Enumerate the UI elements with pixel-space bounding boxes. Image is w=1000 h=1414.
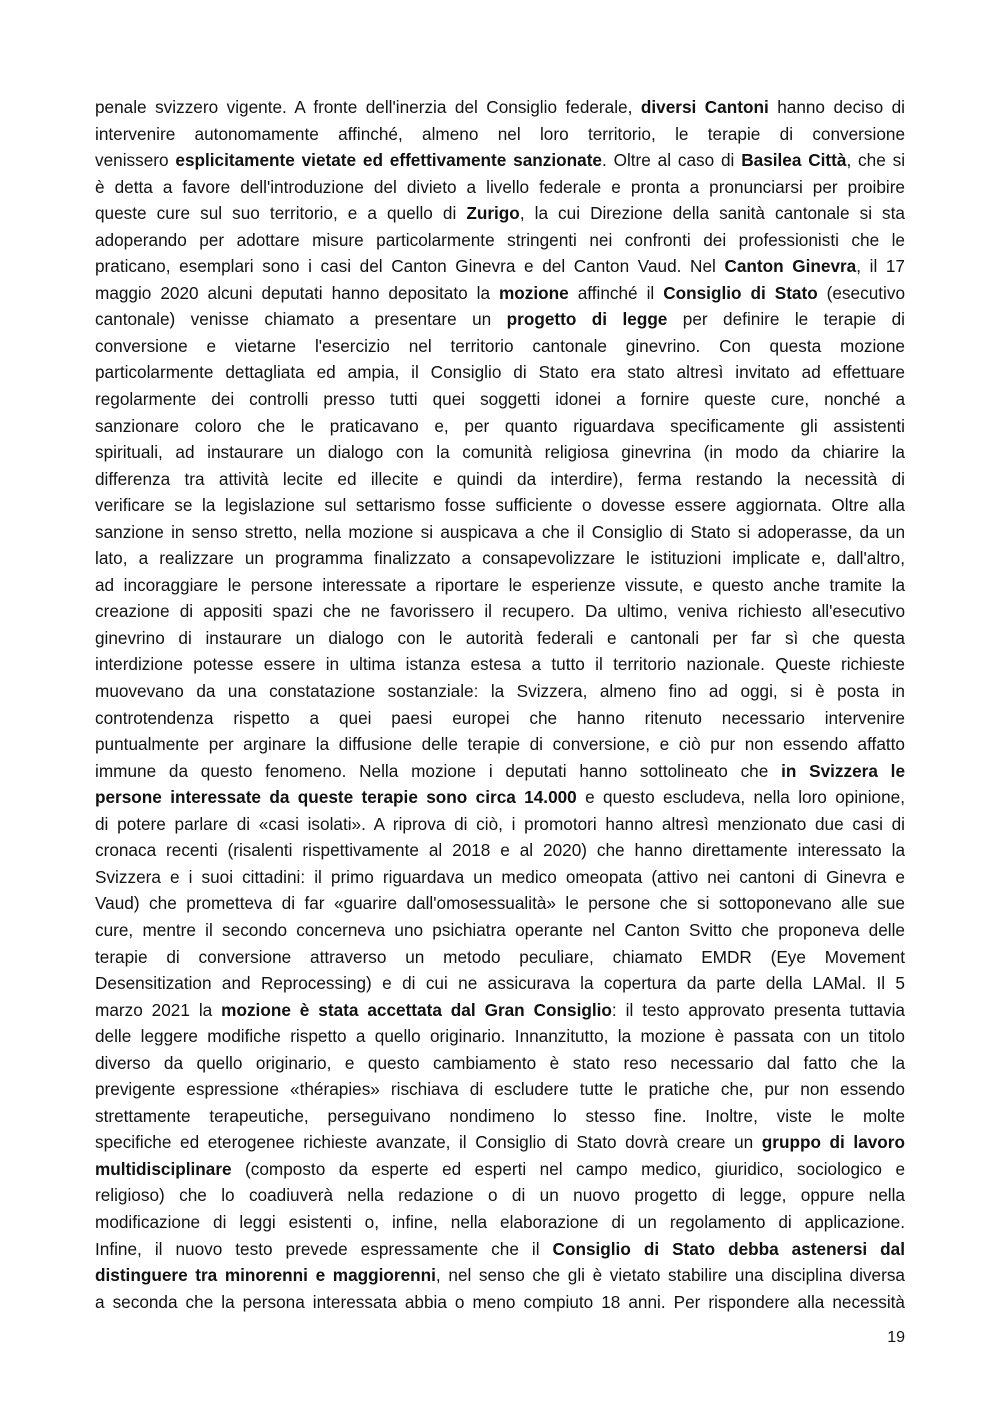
text-segment: previgente espressione «thérapies» rischiava di escludere tutte le pratiche che, pur non essendo [95, 1079, 905, 1100]
text-line [95, 705, 905, 732]
text-segment: muovevano da una constatazione sostanziale: la Svizzera, almeno fino ad oggi, si è posta in [95, 681, 905, 702]
text-line [95, 439, 905, 466]
text-segment: specifiche ed eterogenee richieste avanzate, il Consiglio di Stato dovrà creare un [95, 1132, 762, 1153]
text-line [95, 1289, 905, 1316]
bold-text: diversi Cantoni [640, 97, 769, 117]
text-line [95, 651, 905, 678]
text-segment: maggio 2020 alcuni deputati hanno depositato la [95, 282, 500, 303]
text-segment: religioso) che lo coadiuverà nella redazione o di un nuovo progetto di legge, oppure nella [95, 1185, 905, 1206]
text-line [95, 174, 905, 201]
text-segment: cronaca recenti (risalenti rispettivamente al 2018 e al 2020) che hanno direttamente interessato la [95, 840, 905, 861]
bold-text: in Svizzera le [781, 760, 905, 781]
text-line [95, 1262, 905, 1289]
bold-text: mozione è stata accettata dal Gran Consiglio [221, 999, 612, 1020]
text-segment: , la cui Direzione della sanità cantonale si sta [519, 203, 905, 224]
text-line [95, 837, 905, 864]
text-line [95, 572, 905, 599]
text-line [95, 280, 905, 307]
text-line [95, 306, 905, 333]
text-segment: Vaud) che prometteva di far «guarire dall'omosessualità» le persone che si sottoponevano alle sue [95, 893, 905, 914]
text-line [95, 333, 905, 360]
text-line [95, 466, 905, 493]
text-segment: controtendenza rispetto a quei paesi europei che hanno ritenuto necessario intervenire [95, 707, 905, 728]
text-line [95, 758, 905, 785]
text-segment: e questo escludeva, nella loro opinione, [576, 787, 905, 808]
text-segment: creazione di appositi spazi che ne favorissero il recupero. Da ultimo, veniva richiesto all'esecutivo [95, 601, 905, 622]
text-line [95, 784, 905, 811]
text-line [95, 864, 905, 891]
text-line [95, 413, 905, 440]
text-line [95, 1103, 905, 1130]
text-segment: puntualmente per arginare la diffusione delle terapie di conversione, e ciò pur non essendo affatto [95, 734, 905, 755]
text-line [95, 1050, 905, 1077]
text-line [95, 147, 905, 174]
text-segment: marzo 2021 la [95, 999, 222, 1020]
text-segment: penale svizzero vigente. A fronte dell'inerzia del Consiglio federale, [95, 97, 641, 117]
text-segment: , nel senso che gli è vietato stabilire una disciplina diversa [435, 1265, 905, 1286]
bold-text: persone interessate da queste terapie sono circa 14.000 [95, 787, 577, 808]
bold-text: multidisciplinare [95, 1158, 232, 1179]
text-line [95, 1129, 905, 1156]
text-line [95, 811, 905, 838]
body-text [95, 94, 905, 1315]
text-segment: adoperando per adottare misure particolarmente stringenti nei confronti dei professionisti che le [95, 229, 905, 250]
bold-text: mozione [499, 282, 569, 303]
text-line [95, 997, 905, 1024]
bold-text: Basilea Città [741, 150, 847, 171]
text-line [95, 359, 905, 386]
text-line [95, 731, 905, 758]
text-segment: spirituali, ad instaurare un dialogo con la comunità religiosa ginevrina (in modo da chiarire la [95, 442, 905, 463]
text-segment: modificazione di leggi esistenti o, infine, nella elaborazione di un regolamento di applicazione. [95, 1211, 905, 1232]
text-segment: verificare se la legislazione sul settarismo fosse sufficiente o dovesse essere aggiornata. Oltre alla [95, 495, 905, 516]
text-segment: terapie di conversione attraverso un metodo peculiare, chiamato EMDR (Eye Movement [95, 946, 905, 967]
bold-text: Canton Ginevra [724, 256, 857, 277]
text-line [95, 1156, 905, 1183]
text-segment: , il 17 [856, 256, 905, 277]
text-segment: Desensitization and Reprocessing) e di cui ne assicurava la copertura da parte della LAMal. Il 5 [95, 973, 905, 994]
text-segment: . Oltre al caso di [601, 150, 742, 171]
text-line [95, 200, 905, 227]
text-line [95, 678, 905, 705]
text-segment: per definire le terapie di [667, 309, 906, 330]
page-number: 19 [887, 1329, 905, 1346]
text-segment: delle leggere modifiche rispetto a quello originario. Innanzitutto, la mozione è passata con un titolo [95, 1026, 905, 1047]
text-line [95, 492, 905, 519]
text-segment: affinché il [568, 282, 664, 303]
text-line [95, 253, 905, 280]
text-segment: diverso da quello originario, e questo cambiamento è stato reso necessario dal fatto che la [95, 1052, 905, 1073]
text-segment: Svizzera e i suoi cittadini: il primo riguardava un medico omeopata (attivo nei cantoni di Ginevra e [95, 866, 905, 887]
text-line [95, 1023, 905, 1050]
text-segment: interdizione potesse essere in ultima istanza estesa a tutto il territorio nazionale. Queste richieste [95, 654, 905, 675]
text-line [95, 94, 905, 121]
text-segment: differenza tra attività lecite ed illecite e quindi da interdire), ferma restando la necessità di [95, 468, 905, 489]
bold-text: progetto di legge [506, 309, 668, 330]
text-segment: ad incoraggiare le persone interessate a riportare le esperienze vissute, e questo anche tramite la [95, 574, 905, 595]
text-line [95, 519, 905, 546]
text-segment: sanzione in senso stretto, nella mozione si auspicava a che il Consiglio di Stato si adoperasse, da un [95, 521, 905, 542]
text-line [95, 625, 905, 652]
bold-text: distinguere tra minorenni e maggiorenni [95, 1265, 436, 1286]
text-segment: ginevrino di instaurare un dialogo con le autorità federali e cantonali per far sì che questa [95, 627, 905, 648]
text-segment: di potere parlare di «casi isolati». A riprova di ciò, i promotori hanno altresì menzionato due casi di [95, 813, 905, 834]
text-segment: (esecutivo [817, 282, 906, 303]
bold-text: Consiglio di Stato [663, 282, 818, 303]
text-segment: sanzionare coloro che le praticavano e, per quanto riguardava specificamente gli assistenti [95, 415, 905, 436]
bold-text: esplicitamente vietate ed effettivamente sanzionate [175, 150, 602, 171]
text-segment: conversione e vietarne l'esercizio nel territorio cantonale ginevrino. Con questa mozione [95, 335, 905, 356]
text-line [95, 917, 905, 944]
text-line [95, 1236, 905, 1263]
bold-text: gruppo di lavoro [761, 1132, 905, 1153]
text-line [95, 386, 905, 413]
text-line [95, 545, 905, 572]
bold-text: Consiglio di Stato debba astenersi dal [552, 1238, 905, 1259]
text-line [95, 944, 905, 971]
text-line [95, 970, 905, 997]
text-segment: a seconda che la persona interessata abbia o meno compiuto 18 anni. Per rispondere alla necessità [95, 1291, 905, 1312]
text-segment: lato, a realizzare un programma finalizzato a consapevolizzare le istituzioni implicate e, dall'altro, [95, 548, 905, 569]
text-segment: venissero [95, 150, 176, 171]
text-line [95, 598, 905, 625]
text-segment: cure, mentre il secondo concerneva uno psichiatra operante nel Canton Svitto che proponeva delle [95, 919, 905, 940]
text-line [95, 227, 905, 254]
text-segment: Infine, il nuovo testo prevede espressamente che il [95, 1238, 553, 1259]
text-segment: cantonale) venisse chiamato a presentare un [95, 309, 507, 330]
text-line [95, 1076, 905, 1103]
text-segment: , che si [846, 150, 906, 171]
text-segment: : il testo approvato presenta tuttavia [611, 999, 905, 1020]
text-segment: queste cure sul suo territorio, e a quello di [95, 203, 467, 224]
bold-text: Zurigo [466, 203, 520, 224]
text-line [95, 890, 905, 917]
text-segment: regolarmente dei controlli presso tutti quei soggetti idonei a fornire queste cure, nonché a [95, 389, 905, 410]
text-line [95, 1209, 905, 1236]
text-segment: (composto da esperte ed esperti nel campo medico, giuridico, sociologico e [231, 1158, 905, 1179]
text-segment: strettamente terapeutiche, perseguivano nondimeno lo stesso fine. Inoltre, viste le molte [95, 1105, 905, 1126]
text-segment: praticano, esemplari sono i casi del Canton Ginevra e del Canton Vaud. Nel [95, 256, 725, 277]
text-line [95, 121, 905, 148]
text-segment: particolarmente dettagliata ed ampia, il Consiglio di Stato era stato altresì invitato ad effettuare [95, 362, 905, 383]
text-segment: intervenire autonomamente affinché, almeno nel loro territorio, le terapie di conversione [95, 123, 905, 144]
text-segment: hanno deciso di [768, 97, 906, 117]
text-segment: è detta a favore dell'introduzione del divieto a livello federale e pronta a pronunciarsi per proibire [95, 176, 905, 197]
text-line [95, 1182, 905, 1209]
text-segment: immune da questo fenomeno. Nella mozione i deputati hanno sottolineato che [95, 760, 782, 781]
